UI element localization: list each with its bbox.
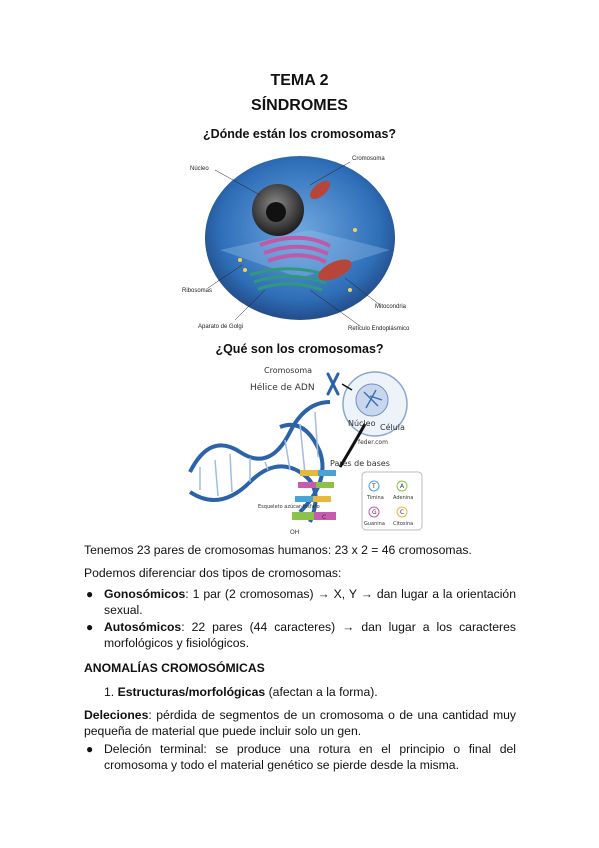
label-cromosoma-dna: Cromosoma xyxy=(264,366,313,375)
bullet-icon: ● xyxy=(86,587,94,601)
list-item-gonosomicos xyxy=(86,586,516,618)
desc-autosomicos: : 22 pares (44 caracteres) → dan lugar a los caracteres morfológicos y fisiológicos. xyxy=(104,620,516,650)
desc-delecion-terminal: Deleción terminal: se produce una rotura en el principio o final del cromosoma y todo el material genético se pierde desde la misma. xyxy=(104,742,516,772)
term-autosomicos: Autosómicos xyxy=(104,620,182,634)
label-adenina: Adenina xyxy=(393,495,414,501)
heading-anomalias: ANOMALÍAS CROMOSÓMICAS xyxy=(84,661,265,675)
ribosome xyxy=(243,268,247,272)
bullet-icon: ● xyxy=(86,620,94,634)
letter-g: G xyxy=(372,509,377,516)
nucleolus xyxy=(266,202,286,222)
paragraph-pares: Tenemos 23 pares de cromosomas humanos: 23 x 2 = 46 cromosomas. xyxy=(84,543,472,557)
base-pair xyxy=(316,482,334,488)
base-pair xyxy=(318,470,336,476)
ribosome xyxy=(238,258,242,262)
label-golgi: Aparato de Golgi xyxy=(198,324,244,330)
label-cromosoma: Cromosoma xyxy=(352,156,385,162)
label-citosina: Citosina xyxy=(393,521,414,527)
label-guanina: Guanina xyxy=(364,521,385,527)
base-pair xyxy=(295,496,313,502)
label-nucleo-dna: Núcleo xyxy=(348,419,376,428)
question-what-chromosomes: ¿Qué son los cromosomas? xyxy=(215,342,384,356)
dna-figure xyxy=(180,362,425,537)
item-number: 1. xyxy=(104,685,115,699)
term-gonosomicos: Gonosómicos xyxy=(104,587,186,601)
cell-figure xyxy=(180,150,420,335)
base-pair xyxy=(292,512,314,520)
base-pair xyxy=(298,482,316,488)
term-estructuras: Estructuras/morfológicas xyxy=(117,685,266,699)
label-helice: Hélice de ADN xyxy=(250,383,315,393)
bullet-icon: ● xyxy=(86,742,94,756)
label-celula: Célula xyxy=(380,423,405,432)
page-title: TEMA 2 xyxy=(270,72,329,89)
letter-c-legend: C xyxy=(400,509,405,516)
list-item-delecion-terminal xyxy=(86,741,516,773)
base-letter-c: C xyxy=(322,514,327,521)
list-item-autosomicos xyxy=(86,619,516,651)
label-ribosomas: Ribosomas xyxy=(182,288,213,294)
label-oh: OH xyxy=(290,529,300,536)
label-esqueleto: Esqueleto azúcar-fosfato xyxy=(258,504,320,510)
label-watermark: feder.com xyxy=(358,439,388,446)
ribosome xyxy=(353,228,357,232)
chromosome-x xyxy=(328,374,338,394)
base-pair xyxy=(300,470,318,476)
desc-gonosomicos: : 1 par (2 cromosomas) → X, Y → dan lugar a la orientación sexual. xyxy=(104,587,516,617)
numbered-item-1 xyxy=(104,684,536,700)
label-nucleo: Núcleo xyxy=(190,166,209,172)
letter-a: A xyxy=(400,483,405,490)
base-pair xyxy=(313,496,331,502)
label-mitocondria: Mitocondria xyxy=(375,304,407,310)
label-pares: Pares de bases xyxy=(330,459,390,468)
label-timina: Timina xyxy=(367,495,384,501)
desc-deleciones: : pérdida de segmentos de un cromosoma o de una cantidad muy pequeña de material que puede incluir solo un gen. xyxy=(84,708,516,738)
paragraph-deleciones xyxy=(84,707,516,739)
term-deleciones: Deleciones xyxy=(84,708,149,722)
question-where-chromosomes: ¿Dónde están los cromosomas? xyxy=(202,127,397,141)
ribosome xyxy=(348,288,352,292)
label-reticulo: Retículo Endoplásmico xyxy=(348,326,410,332)
letter-t: T xyxy=(372,483,376,490)
desc-estructuras: (afectan a la forma). xyxy=(265,685,378,699)
paragraph-tipos: Podemos diferenciar dos tipos de cromosomas: xyxy=(84,566,342,580)
page-subtitle: SÍNDROMES xyxy=(251,97,348,114)
